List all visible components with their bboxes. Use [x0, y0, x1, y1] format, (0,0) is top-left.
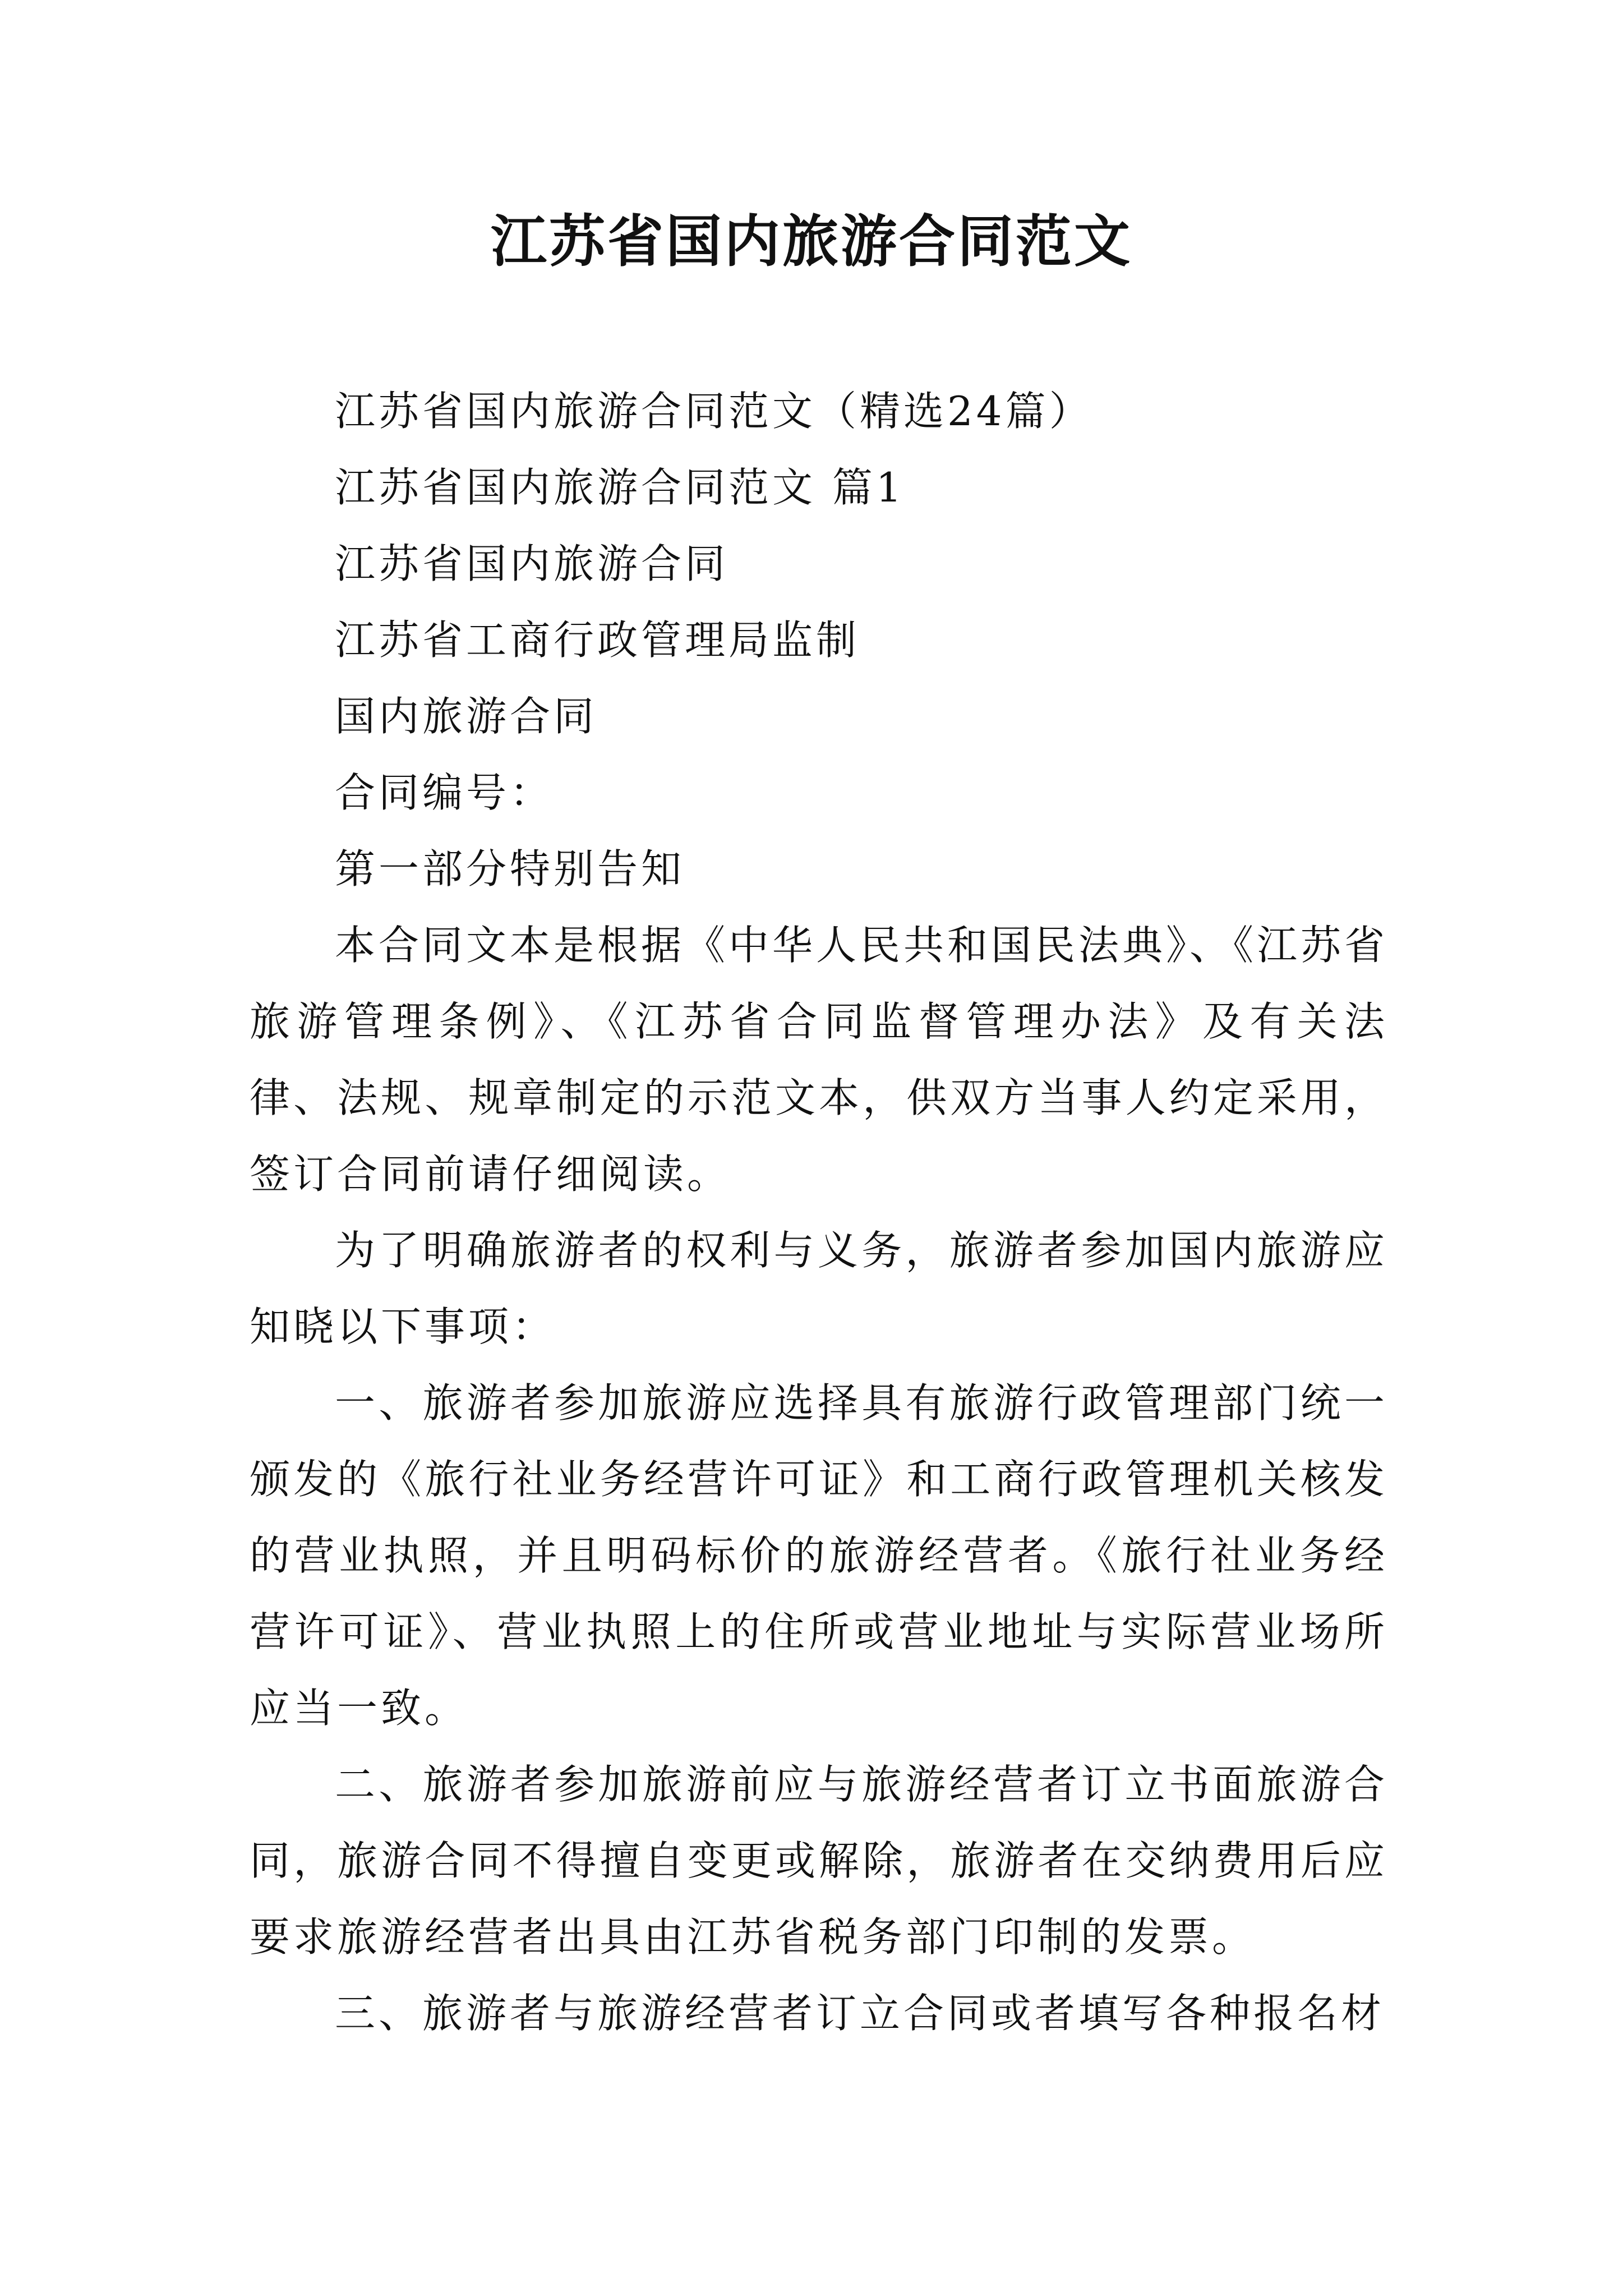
document-body — [250, 373, 1388, 2051]
paragraph-collection-title: 江苏省国内旅游合同范文（精选24篇） — [335, 388, 1093, 435]
paragraph-item-2: 二、旅游者参加旅游前应与旅游经营者订立书面旅游合同，旅游合同不得擅自变更或解除，旅游者在交纳费用后应要求旅游经营者出具由江苏省税务部门印制的发票。 — [250, 1761, 1388, 1961]
paragraph-item-1: 一、旅游者参加旅游应选择具有旅游行政管理部门统一颁发的《旅行社业务经营许可证》和工商行政管理机关核发的营业执照，并且明码标价的旅游经营者。《旅行社业务经营许可证》、营业执照上的住所或营业地址与实际营业场所应当一致。 — [250, 1379, 1388, 1732]
paragraph-contract-number: 合同编号： — [335, 769, 554, 816]
paragraph-legal-basis: 本合同文本是根据《中华人民共和国民法典》、《江苏省旅游管理条例》、《江苏省合同监督管理办法》及有关法律、法规、规章制定的示范文本，供双方当事人约定采用，签订合同前请仔细阅读。 — [250, 922, 1389, 1198]
paragraph-contract-type: 国内旅游合同 — [335, 693, 598, 740]
paragraph-notice-intro: 为了明确旅游者的权利与义务，旅游者参加国内旅游应知晓以下事项： — [250, 1227, 1388, 1350]
paragraph-article-heading: 江苏省国内旅游合同范文 篇1 — [335, 464, 905, 511]
paragraph-item-3: 三、旅游者与旅游经营者订立合同或者填写各种报名材 — [335, 1990, 1385, 2037]
document-title: 江苏省国内旅游合同范文 — [491, 208, 1132, 274]
paragraph-section-heading: 第一部分特别告知 — [335, 845, 685, 892]
paragraph-contract-name: 江苏省国内旅游合同 — [335, 540, 729, 587]
paragraph-supervisor: 江苏省工商行政管理局监制 — [335, 616, 860, 664]
